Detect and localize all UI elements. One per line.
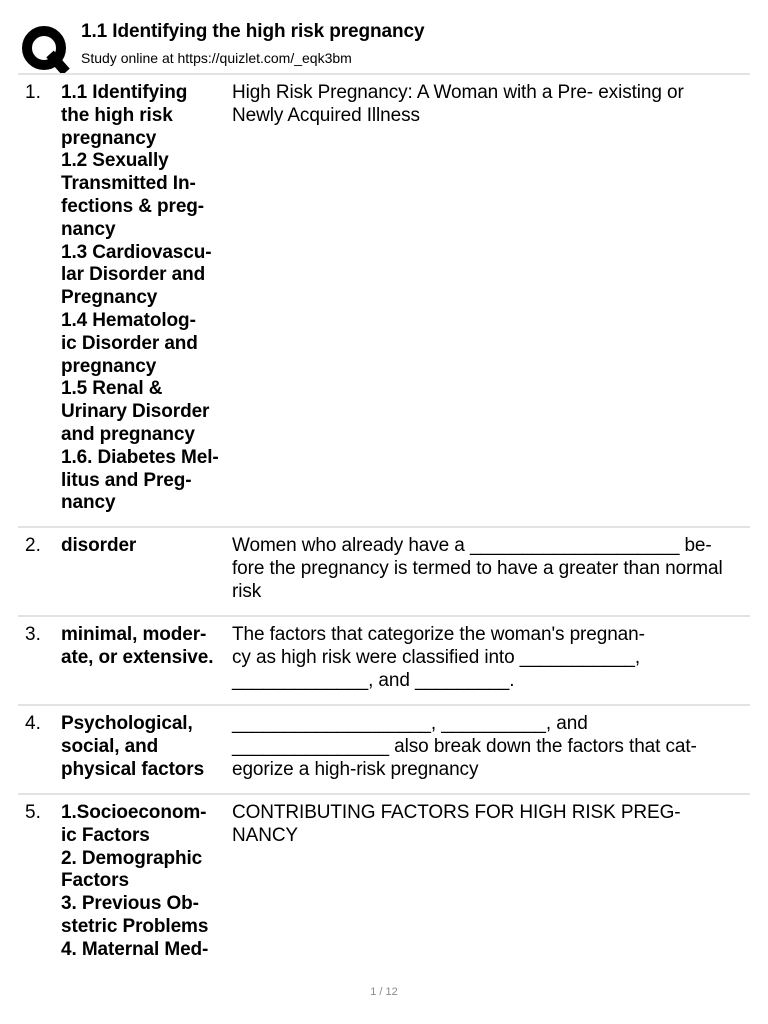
card-definition: ___________________, __________, and _______________ also break down the factors that cat- egorize a high-risk pregnancy (232, 713, 697, 780)
card-term: disorder (61, 535, 137, 556)
divider (18, 704, 750, 706)
document-subtitle: Study online at https://quizlet.com/_eqk3bm (81, 50, 352, 66)
divider (18, 73, 750, 75)
card-term: Psychological, social, and physical factors (61, 713, 205, 780)
quizlet-q-logo-icon (20, 23, 72, 75)
card-definition: Women who already have a ____________________ be- fore the pregnancy is termed to have a greater than normal risk (232, 535, 723, 602)
page-header (18, 18, 750, 74)
document-title: 1.1 Identifying the high risk pregnancy (81, 21, 425, 42)
card-number: 5. (25, 802, 41, 823)
card-term: 1.1 Identifying the high risk pregnancy 1.2 Sexually Transmitted In- fections & preg- nancy 1.3 Cardiovascu- lar Disorder and Pregnancy 1.4 Hematolog- ic Disorder and pregnancy 1.5 Renal & Urinary Disorder and pregnancy 1.6. Diabetes Mel- litus and Preg- nancy (61, 82, 219, 514)
card-definition: High Risk Pregnancy: A Woman with a Pre- existing or Newly Acquired Illness (232, 82, 684, 126)
divider (18, 793, 750, 795)
card-term: 1.Socioeconom- ic Factors 2. Demographic Factors 3. Previous Ob- stetric Problems 4. Maternal Med- (61, 802, 209, 960)
card-number: 1. (25, 82, 41, 103)
card-number: 2. (25, 535, 41, 556)
divider (18, 615, 750, 617)
divider (18, 526, 750, 528)
page-number: 1 / 12 (370, 986, 398, 998)
card-number: 3. (25, 624, 41, 645)
card-definition: CONTRIBUTING FACTORS FOR HIGH RISK PREG- NANCY (232, 802, 681, 846)
card-definition: The factors that categorize the woman's pregnan- cy as high risk were classified into ___________, _____________, and _________. (232, 624, 645, 691)
card-term: minimal, moder- ate, or extensive. (61, 624, 214, 668)
card-number: 4. (25, 713, 41, 734)
